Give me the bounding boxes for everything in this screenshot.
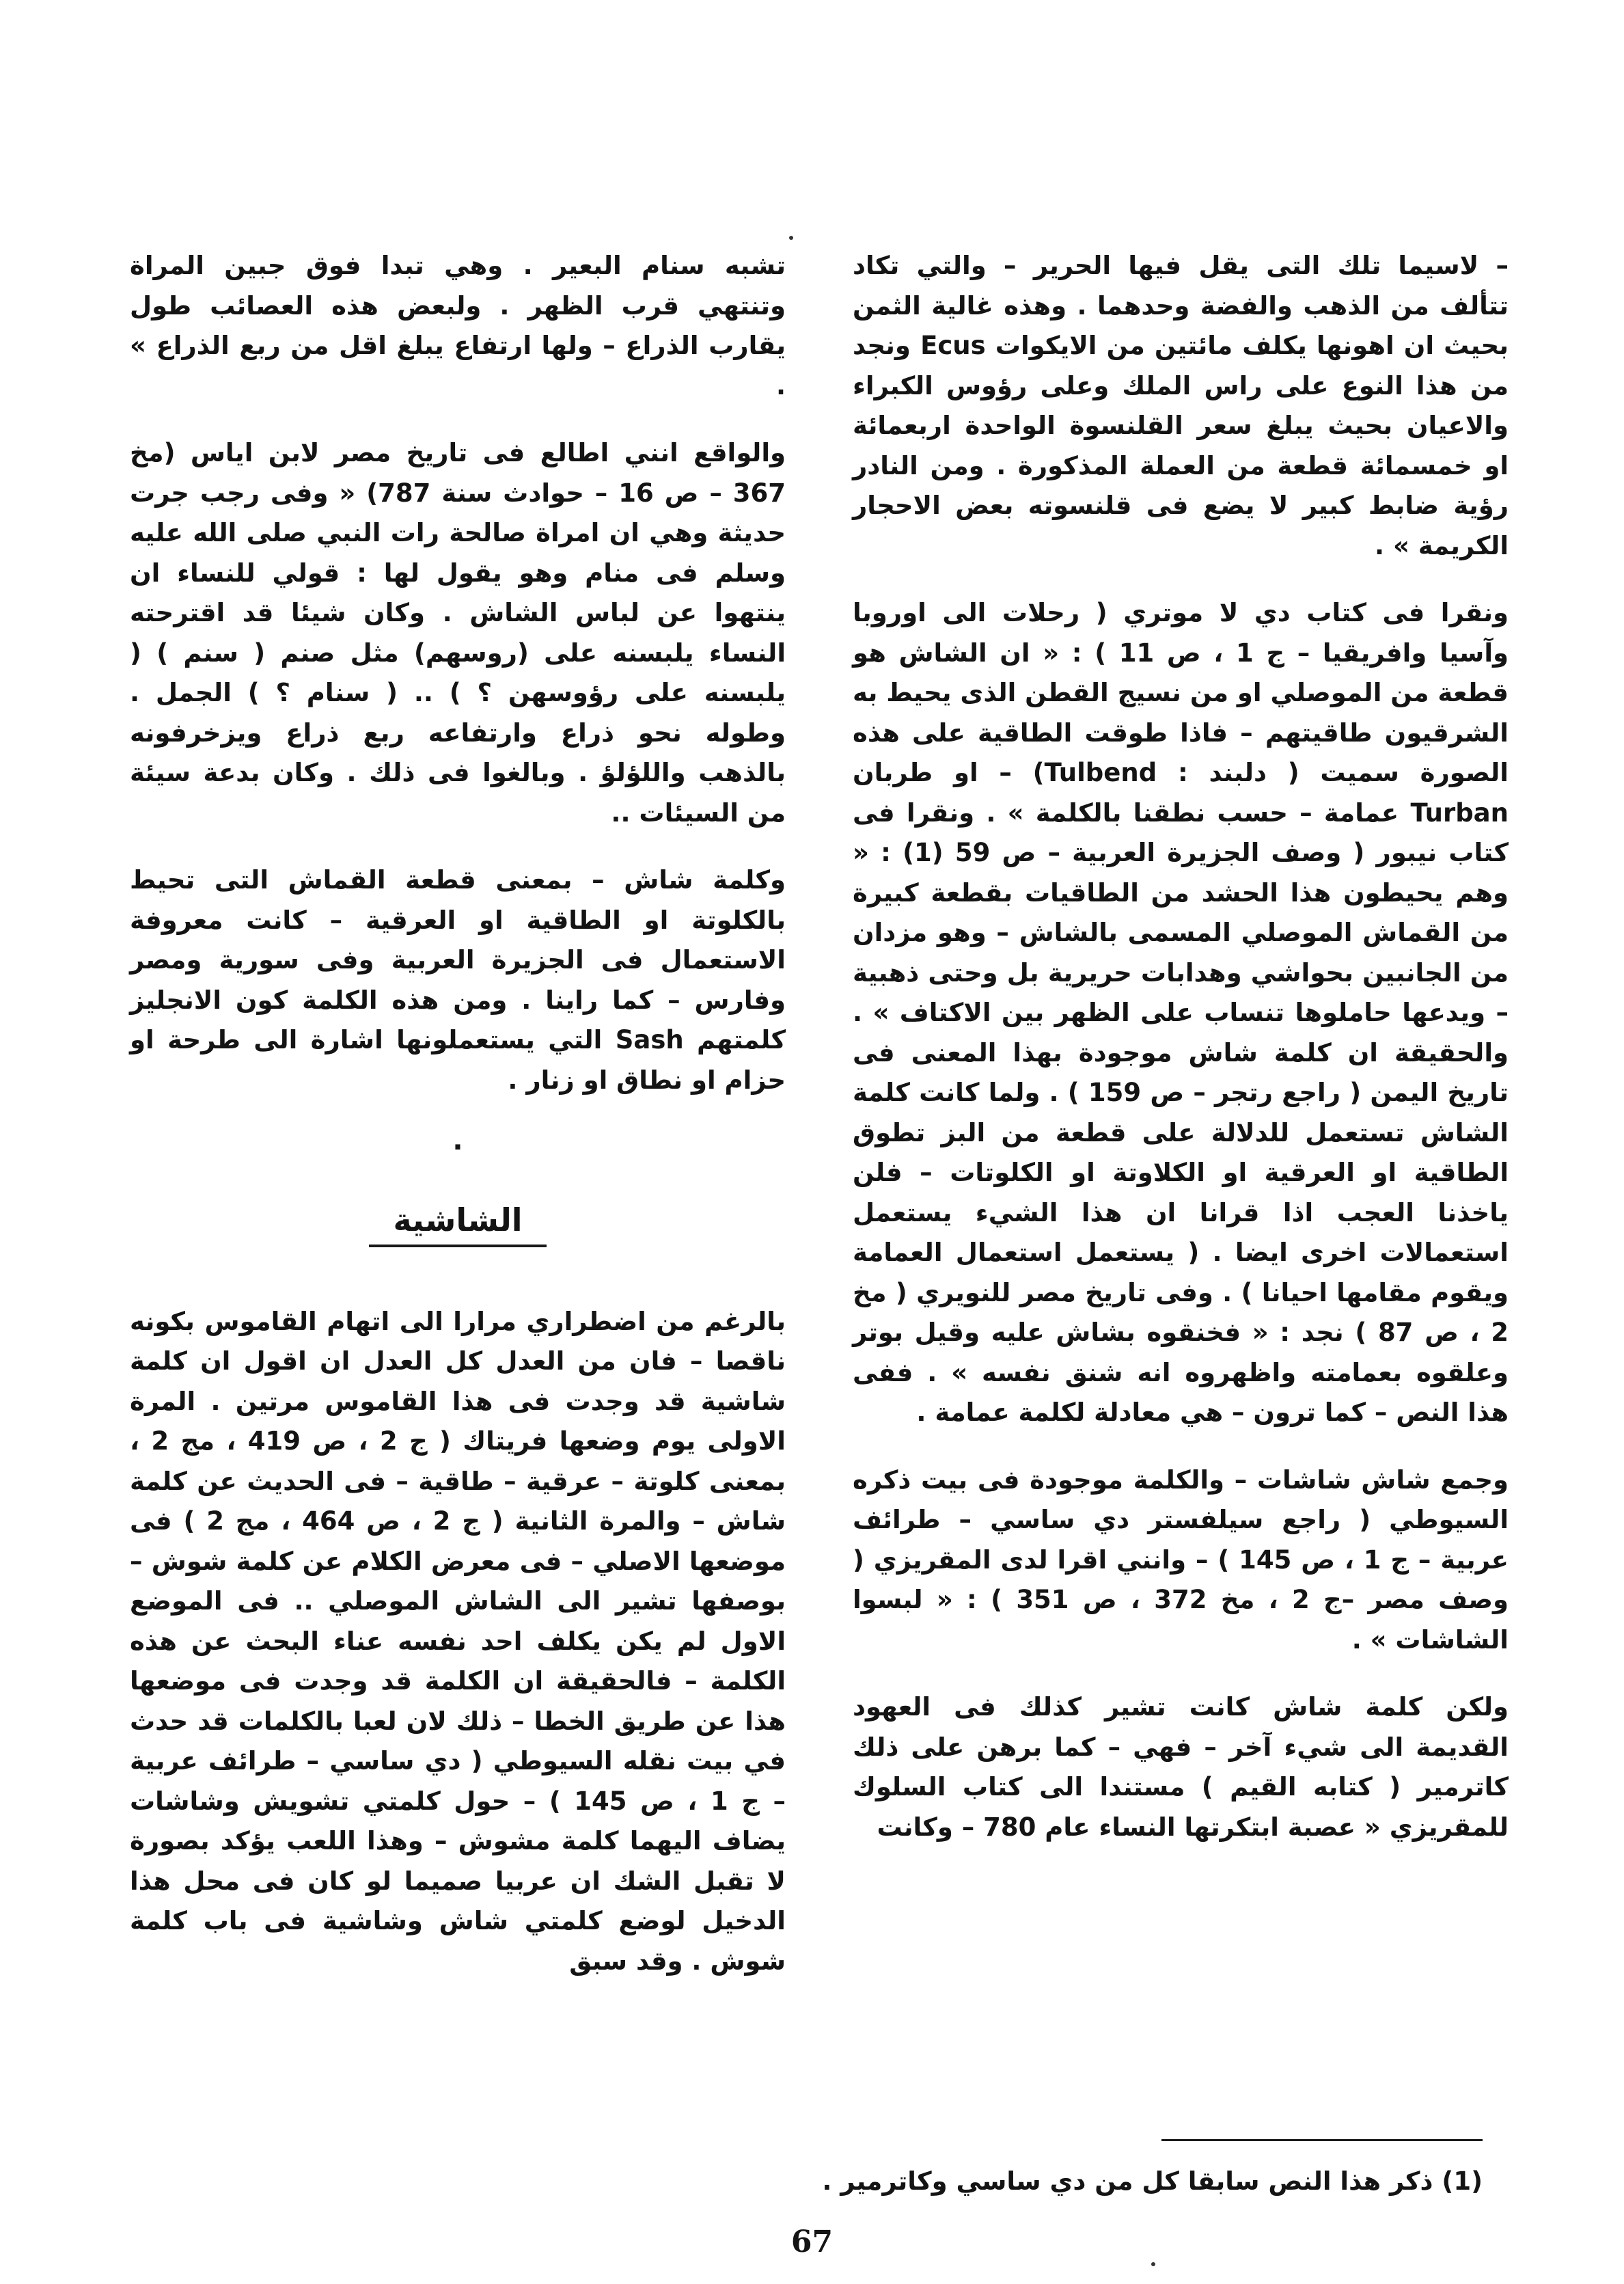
footnote: (1) ذكر هذا النص سابقا كل من دي ساسي وكاترمير . — [822, 2166, 1483, 2196]
left-paragraph-4: بالرغم من اضطراري مرارا الى اتهام القاموس بكونه ناقصا – فان من العدل كل العدل ان اقول ان كلمة شاشية قد وجدت فى هذا القاموس مرتين . المرة الاولى يوم وضعها فريتاك ( ج 2 ، ص 419 ، مج 2 ، بمعنى كلوتة – عرقية – طاقية – فى الحديث عن كلمة شاش – والمرة الثانية ( ج 2 ، ص 464 ، مج 2 ) فى موضعها الاصلي – فى معرض الكلام عن كلمة شوش – بوصفها تشير الى الشاش الموصلي .. فى الموضع الاول لم يكن يكلف احد نفسه عناء البحث عن هذه الكلمة – فالحقيقة ان الكلمة قد وجدت فى موضعها هذا عن طريق الخطا – ذلك لان لعبا بالكلمات قد حدث في بيت نقله السيوطي ( دي ساسي – طرائف عربية – ج 1 ، ص 145 ) – حول كلمتي تشويش وشاشات يضاف اليهما كلمة مشوش – وهذا اللعب يؤكد بصورة لا تقبل الشك ان عربيا صميما لو كان فى محل هذا الدخيل لوضع كلمتي شاش وشاشية فى باب كلمة شوش . وقد سبق — [130, 1306, 786, 1976]
left-paragraph-2: والواقع انني اطالع فى تاريخ مصر لابن اياس (مخ 367 – ص 16 – حوادث سنة 787) « وفى رجب جرت حديثة وهي ان امراة صالحة رات النبي صلى الله عليه وسلم فى منام وهو يقول لها : قولي للنساء ان ينتهوا عن لباس الشاش . وكان شيئا قد اقترحته النساء يلبسنه على (روسهم) مثل صنم ( سنم ) ( يلبسنه على رؤوسهن ؟ ) .. ( سنام ؟ ) الجمل . وطوله نحو ذراع وارتفاعه ربع ذراع ويزخرفونه بالذهب واللؤلؤ . وبالغوا فى ذلك . وكان بدعة سيئة من السيئات .. — [130, 438, 786, 828]
heading-underline — [369, 1245, 547, 1247]
left-paragraph-3: وكلمة شاش – بمعنى قطعة القماش التى تحيط بالكلوتة او الطاقية او العرقية – كانت معروفة الاستعمال فى الجزيرة العربية وفى سورية ومصر وفارس – كما راينا . ومن هذه الكلمة كون الانجليز كلمتهم Sash التي يستعملونها اشارة الى طرحة او حزام او نطاق او زنار . — [130, 865, 786, 1095]
right-paragraph-2: ونقرا فى كتاب دي لا موتري ( رحلات الى اوروبا وآسيا وافريقيا – ج 1 ، ص 11 ) : « ان الشاش هو قطعة من الموصلي او من نسيج القطن الذى يحيط به الشرقيون طاقيتهم – فاذا طوقت الطاقية على هذه الصورة سميت ( دلبند : Tulbend) – او طربان Turban عمامة – حسب نطقنا بالكلمة » . ونقرا فى كتاب نيبور ( وصف الجزيرة العربية – ص 59 (1) : « وهم يحيطون هذا الحشد من الطاقيات بقطعة كبيرة من القماش الموصلي المسمى بالشاش – وهو مزدان من الجانبين بحواشي وهدابات حريرية بل وحتى ذهبية – ويدعها حاملوها تنساب على الظهر بين الاكتاف » . والحقيقة ان كلمة شاش موجودة بهذا المعنى فى تاريخ اليمن ( راجع رتجر – ص 159 ) . ولما كانت كلمة الشاش تستعمل للدلالة على قطعة من البز تطوق الطاقية او العرقية او الكلاوتة او الكلوتات – فلن ياخذنا العجب اذا قرانا ان هذا الشيء يستعمل استعمالات اخرى ايضا . ( يستعمل استعمال العمامة ويقوم مقامها احيانا ) . وفى تاريخ مصر للنويري ( مخ 2 ، ص 87 ) نجد : « فخنقوه بشاش عليه وقيل بوتر وعلقوه بعمامته واظهروه انه شنق نفسه » . ففى هذا النص – كما ترون – هي معادلة لكلمة عمامة . — [853, 598, 1509, 1427]
section-heading-text: الشاشية — [393, 1201, 523, 1238]
scan-speck — [789, 236, 793, 240]
separator-dots: · — [452, 1132, 463, 1163]
section-heading — [130, 1200, 786, 1247]
left-paragraph-1: تشبه سنام البعير . وهي تبدا فوق جبين المراة وتنتهي قرب الظهر . ولبعض هذه العصائب طول يقارب الذراع – ولها ارتفاع يبلغ اقل من ربع الذراع » . — [130, 251, 786, 400]
right-paragraph-3: وجمع شاش شاشات – والكلمة موجودة فى بيت ذكره السيوطي ( راجع سيلفستر دي ساسي – طرائف عربية – ج 1 ، ص 145 ) – وانني اقرا لدى المقريزي ( وصف مصر –ج 2 ، مخ 372 ، ص 351 ) : « لبسوا الشاشات » . — [853, 1465, 1509, 1655]
page-number: 67 — [790, 2225, 834, 2259]
footnote-divider — [1161, 2139, 1483, 2141]
right-paragraph-4: ولكن كلمة شاش كانت تشير كذلك فى العهود القديمة الى شيء آخر – فهي – كما برهن على ذلك كاترمير ( كتابه القيم ) مستندا الى كتاب السلوك للمقريزي « عصبة ابتكرتها النساء عام 780 – وكانت — [853, 1692, 1509, 1842]
scan-speck — [1151, 2262, 1155, 2266]
left-column — [130, 246, 786, 2009]
right-paragraph-1: – لاسيما تلك التى يقل فيها الحرير – والتي تكاد تتألف من الذهب والفضة وحدهما . وهذه غالية الثمن بحيث ان اهونها يكلف مائتين من الايكوات Ecus ونجد من هذا النوع على راس الملك وعلى رؤوس الكبراء والاعيان بحيث يبلغ سعر القلنسوة الواحدة اربعمائة او خمسمائة قطعة من العملة المذكورة . ومن النادر رؤية ضابط كبير لا يضع فى قلنسوته بعض الاحجار الكريمة » . — [853, 251, 1509, 560]
right-column — [853, 246, 1509, 1875]
